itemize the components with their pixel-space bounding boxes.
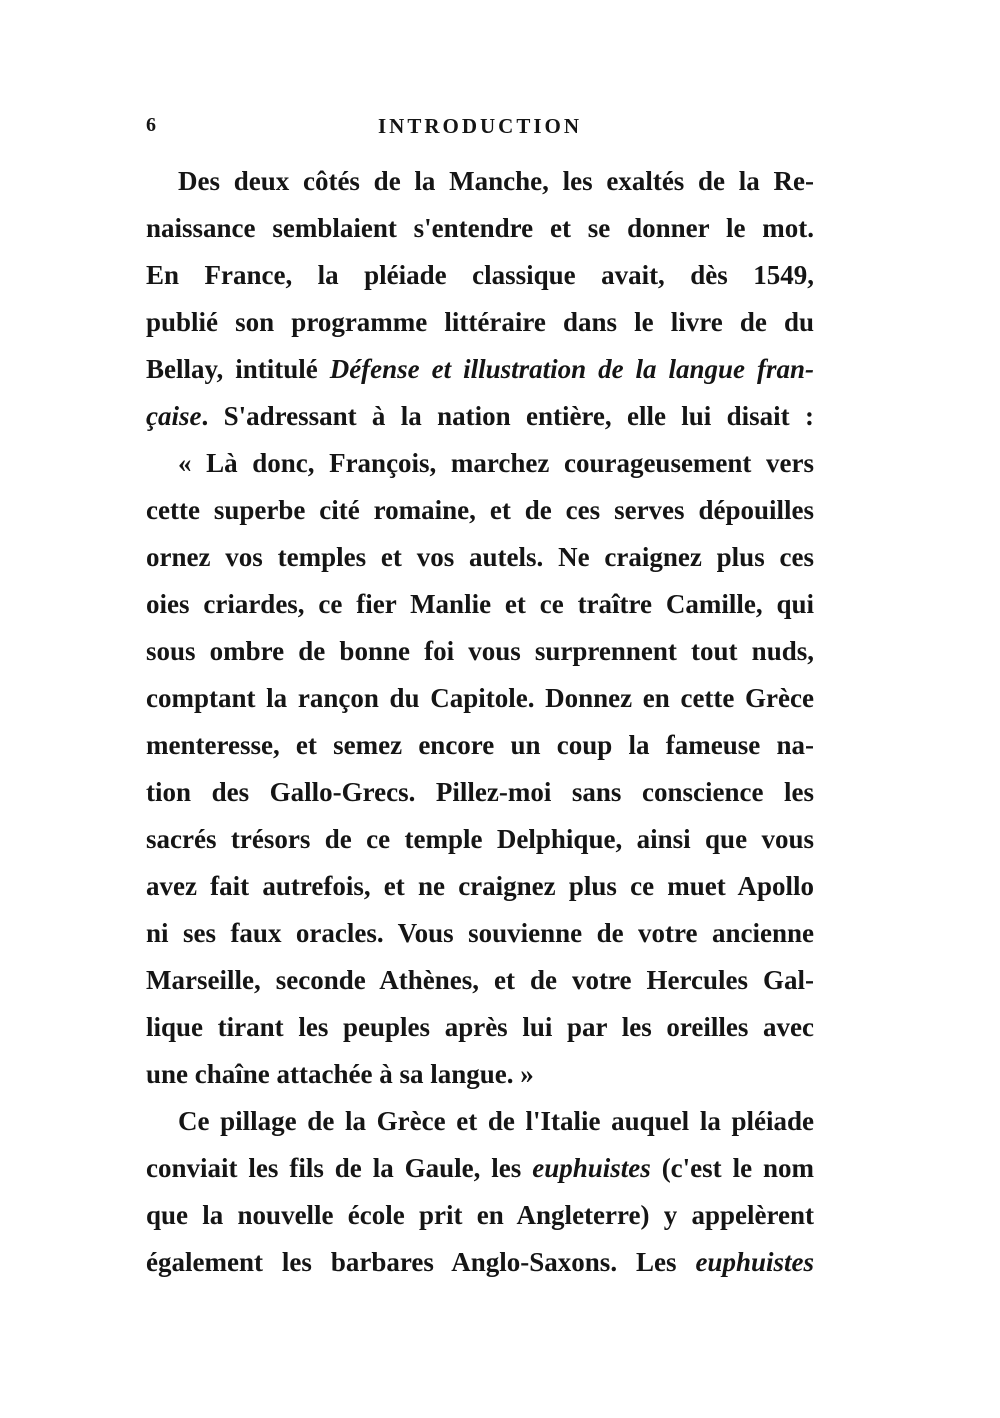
text-line: çaise. S'adressant à la nation entière, elle lui disait : — [146, 401, 814, 431]
text-line: « Là donc, François, marchez courageusement vers — [178, 448, 814, 478]
text-line: En France, la pléiade classique avait, dès 1549, — [146, 260, 814, 290]
text-line: publié son programme littéraire dans le livre de du — [146, 307, 814, 337]
text-line: avez fait autrefois, et ne craignez plus ce muet Apollo — [146, 871, 814, 901]
body-text — [146, 158, 814, 1286]
text-line: lique tirant les peuples après lui par les oreilles avec — [146, 1012, 814, 1042]
text-line: Bellay, intitulé Défense et illustration de la langue fran- — [146, 354, 815, 384]
italic-title: çaise — [146, 401, 202, 431]
italic-term: euphuistes — [695, 1247, 814, 1277]
text-line: ornez vos temples et vos autels. Ne craignez plus ces — [146, 542, 814, 572]
text-line: naissance semblaient s'entendre et se donner le mot. — [146, 213, 814, 243]
paragraph-2-quotation — [146, 440, 814, 1098]
text-line: comptant la rançon du Capitole. Donnez en cette Grèce — [146, 683, 814, 713]
text-line: que la nouvelle école prit en Angleterre) y appelèrent — [146, 1200, 814, 1230]
text-line: sacrés trésors de ce temple Delphique, ainsi que vous — [146, 824, 814, 854]
page-number: 6 — [146, 114, 156, 136]
text-line: Marseille, seconde Athènes, et de votre Hercules Gal- — [146, 965, 814, 995]
text-line: Ce pillage de la Grèce et de l'Italie auquel la pléiade — [178, 1106, 814, 1136]
running-title: INTRODUCTION — [377, 114, 583, 138]
paragraph-1 — [146, 158, 814, 440]
italic-title: Défense et illustration de la langue fran- — [329, 354, 815, 384]
italic-term: euphuistes — [532, 1153, 651, 1183]
text-line: tion des Gallo-Grecs. Pillez-moi sans conscience les — [146, 777, 814, 807]
text-line: sous ombre de bonne foi vous surprennent tout nuds, — [146, 636, 814, 666]
text-line: menteresse, et semez encore un coup la fameuse na- — [146, 730, 814, 760]
text-line: Des deux côtés de la Manche, les exaltés de la Re- — [178, 166, 814, 196]
text-line: une chaîne attachée à sa langue. » — [146, 1059, 534, 1089]
text-line: ni ses faux oracles. Vous souvienne de votre ancienne — [146, 918, 814, 948]
text-line: oies criardes, ce fier Manlie et ce traître Camille, qui — [146, 589, 814, 619]
text-line: conviait les fils de la Gaule, les euphuistes (c'est le nom — [146, 1153, 814, 1183]
paragraph-3 — [146, 1098, 814, 1286]
text-line: cette superbe cité romaine, et de ces serves dépouilles — [146, 495, 814, 525]
page-header — [146, 110, 814, 144]
text-line: également les barbares Anglo-Saxons. Les euphuistes — [146, 1247, 814, 1277]
